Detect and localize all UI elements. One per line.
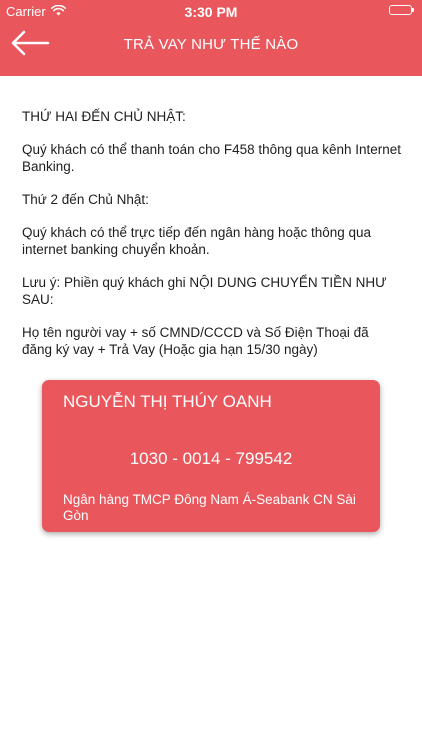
- internet-banking-text: Quý khách có thể thanh toán cho F458 thông qua kênh Internet Banking.: [22, 142, 402, 174]
- status-bar: [0, 0, 422, 24]
- account-number: 1030 - 0014 - 799542: [129, 449, 293, 468]
- status-right: [389, 5, 414, 15]
- carrier-label: Carrier: [6, 4, 46, 19]
- heading-weekdays-upper: THỨ HAI ĐẾN CHỦ NHẬT:: [22, 109, 186, 124]
- bank-name: Ngân hàng TMCP Đông Nam Á-Seabank CN Sài Gòn: [63, 492, 356, 523]
- page-title: TRẢ VAY NHƯ THẾ NÀO: [123, 36, 299, 53]
- battery-icon: [389, 5, 414, 15]
- transfer-note: Lưu ý: Phiền quý khách ghi NỘI DUNG CHUYỂN TIỀN NHƯ SAU:: [22, 275, 387, 307]
- bank-account-card: [42, 380, 380, 532]
- status-time: 3:30 PM: [184, 4, 238, 20]
- heading-weekdays: Thứ 2 đến Chủ Nhật:: [22, 192, 149, 207]
- instructions-content: [22, 108, 402, 374]
- header-bar: [0, 0, 422, 76]
- account-holder-name: NGUYỄN THỊ THÚY OANH: [63, 392, 272, 411]
- bank-transfer-text: Quý khách có thể trực tiếp đến ngân hàng hoặc thông qua internet banking chuyển khoản.: [22, 225, 372, 257]
- transfer-content-format: Họ tên người vay + số CMND/CCCD và Số Điện Thoại đã đăng ký vay + Trả Vay (Hoặc gia hạn 15/30 ngày): [22, 325, 369, 357]
